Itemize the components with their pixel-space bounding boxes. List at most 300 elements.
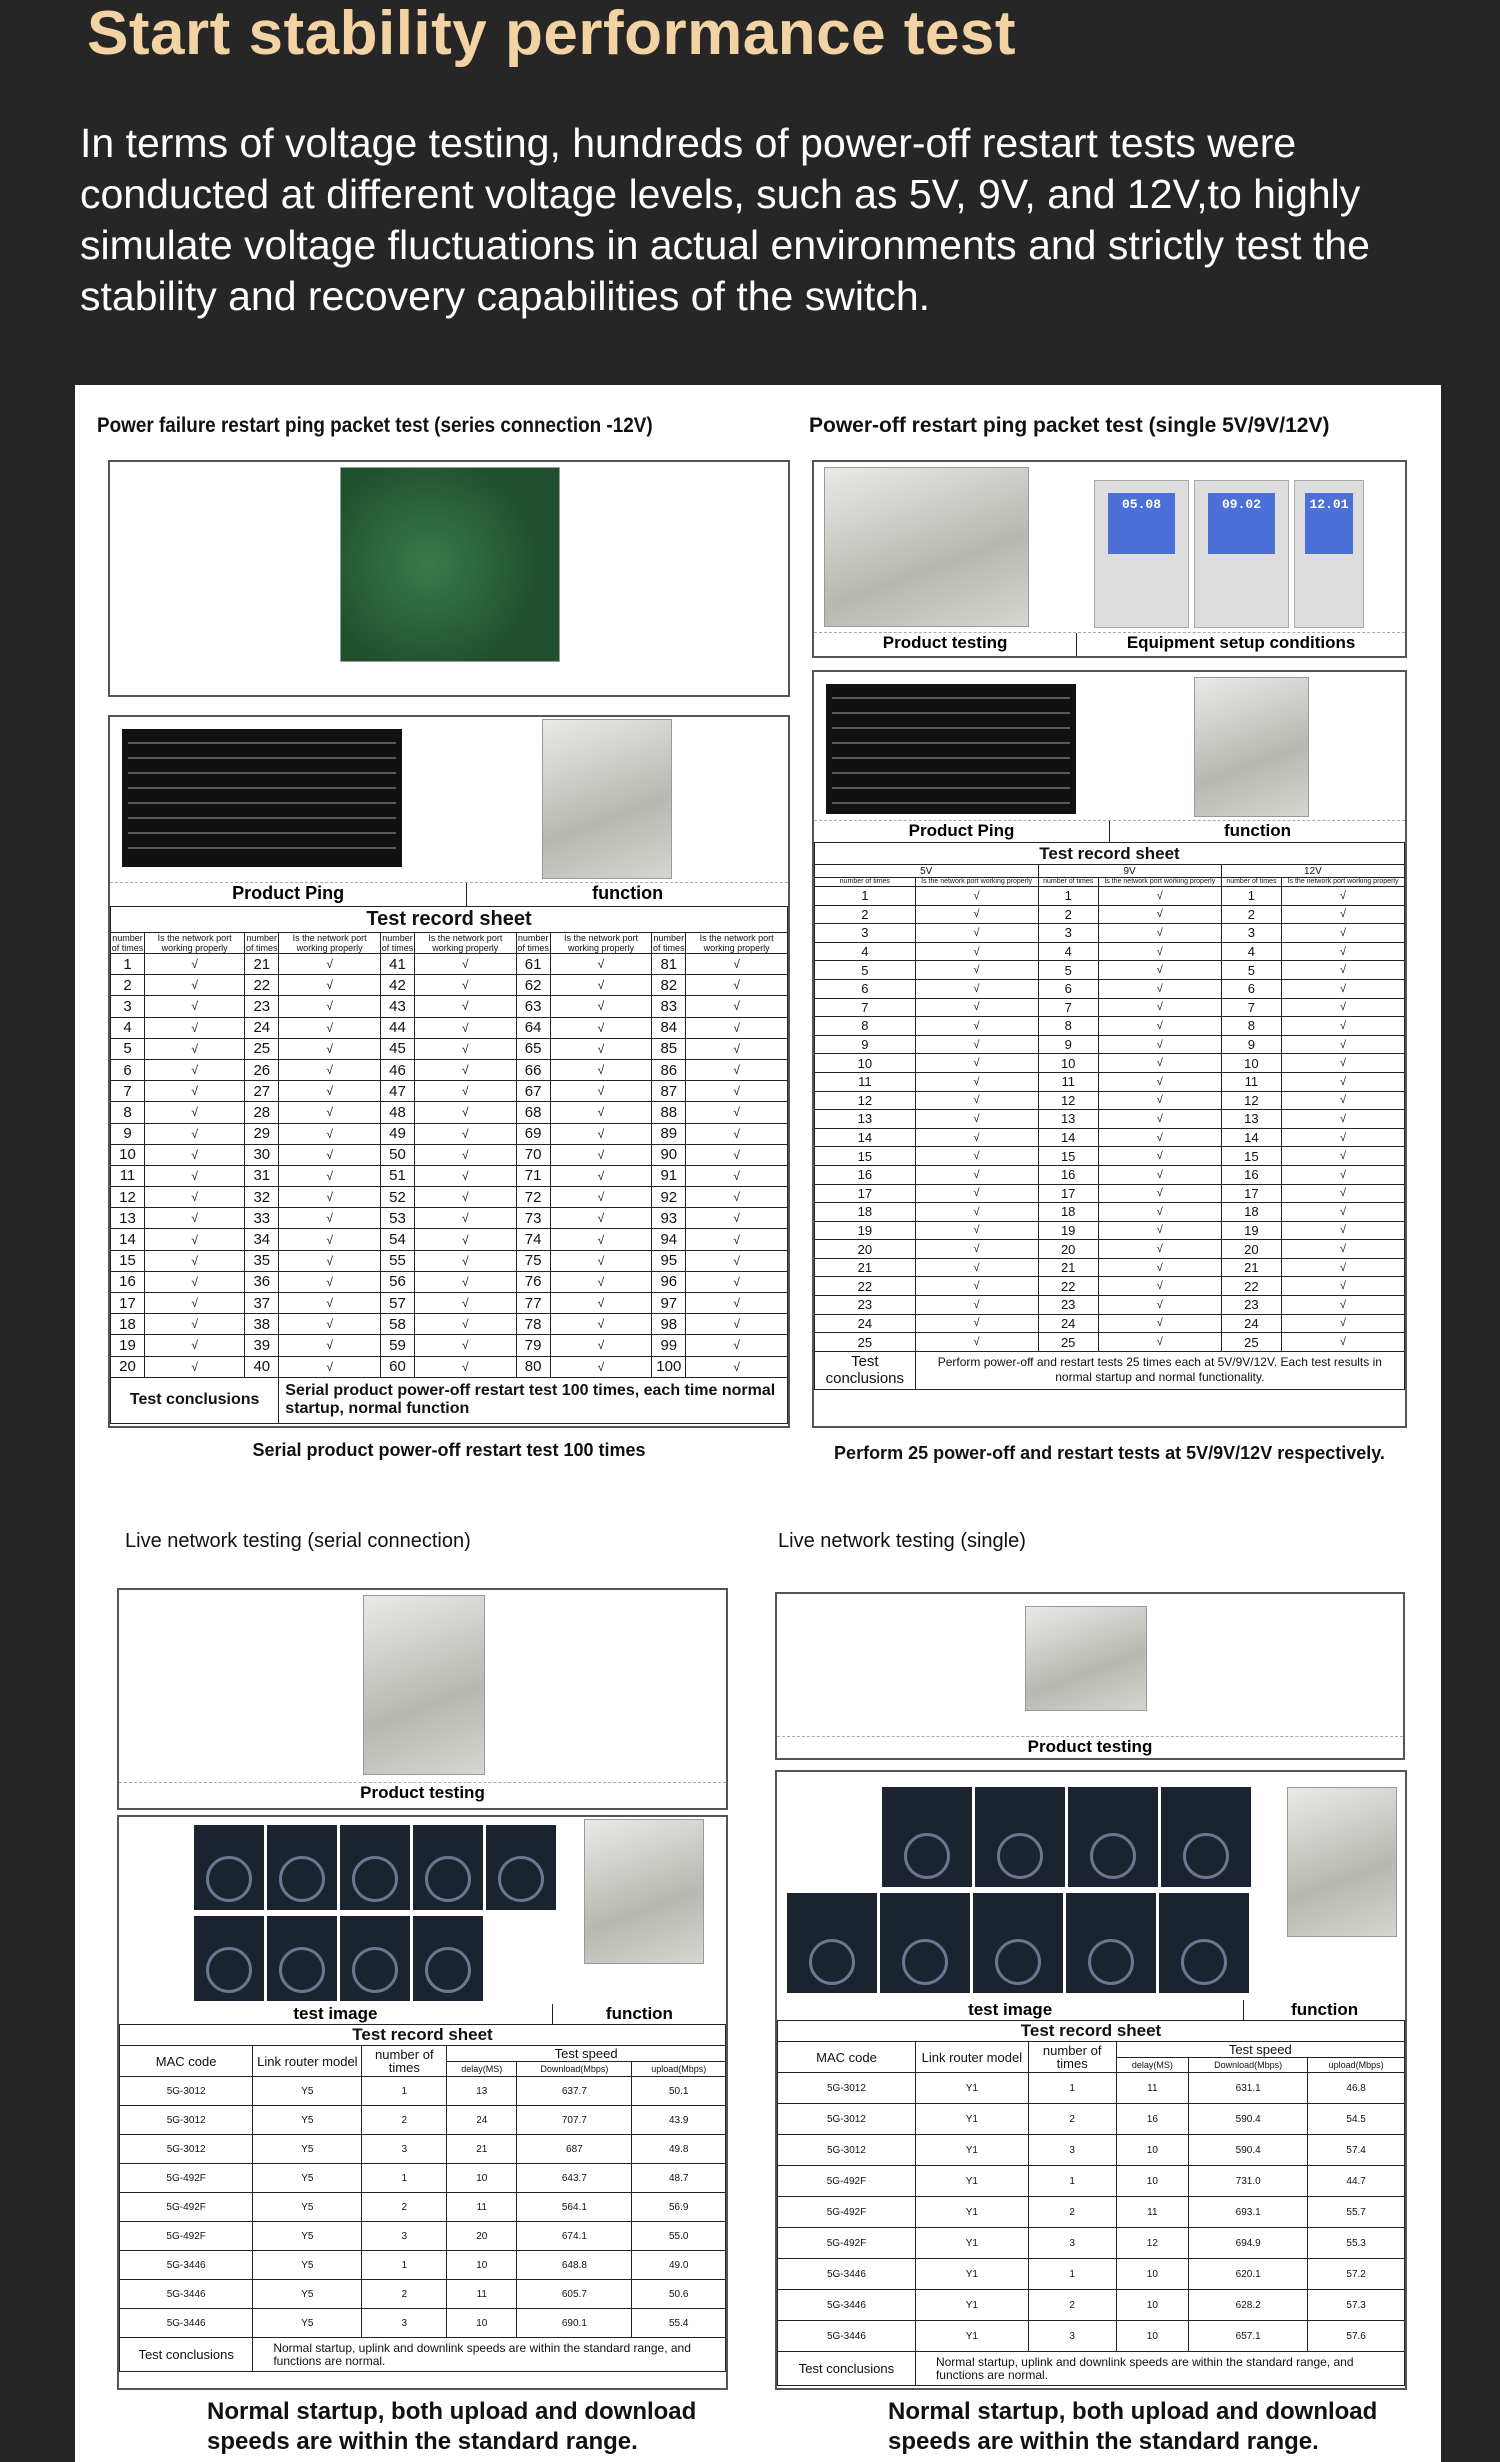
speed-test-screenshot	[194, 1916, 264, 2001]
check-mark: √	[279, 1059, 381, 1080]
check-mark: √	[279, 1271, 381, 1292]
count-cell: 72	[516, 1187, 550, 1208]
check-mark: √	[1282, 1147, 1405, 1166]
cell: 5G-3012	[120, 2135, 253, 2164]
count-cell: 4	[815, 942, 916, 961]
cell: 10	[1116, 2135, 1189, 2166]
check-mark: √	[414, 1059, 516, 1080]
count-cell: 21	[1221, 1258, 1281, 1277]
check-mark: √	[279, 1293, 381, 1314]
conclusion-label: Test conclusions	[111, 1377, 279, 1423]
check-mark: √	[686, 1165, 788, 1186]
speed-test-screenshot	[486, 1825, 556, 1910]
equipment-setup-label: Equipment setup conditions	[1126, 633, 1356, 652]
count-cell: 7	[1221, 998, 1281, 1017]
sheet-title: Test record sheet	[815, 843, 1405, 865]
check-mark: √	[550, 954, 652, 975]
table-row	[815, 1035, 1405, 1054]
count-cell: 5	[111, 1038, 145, 1059]
check-mark: √	[686, 1208, 788, 1229]
conclusion-text: Normal startup, uplink and downlink speeds are within the standard range, and functions are normal.	[253, 2338, 726, 2372]
check-mark: √	[550, 1144, 652, 1165]
count-cell: 12	[1038, 1091, 1098, 1110]
count-cell: 65	[516, 1038, 550, 1059]
count-cell: 16	[1221, 1165, 1281, 1184]
check-mark: √	[414, 1102, 516, 1123]
count-cell: 51	[380, 1165, 414, 1186]
table-row	[778, 2290, 1405, 2321]
cell: 2	[362, 2193, 447, 2222]
sheet-title: Test record sheet	[778, 2021, 1405, 2042]
table-row	[815, 1240, 1405, 1259]
col-header-count: number of times	[246, 933, 278, 953]
count-cell: 6	[111, 1059, 145, 1080]
count-cell: 36	[245, 1271, 279, 1292]
count-cell: 22	[1221, 1277, 1281, 1296]
single-test-sheet	[812, 670, 1407, 1428]
check-mark: √	[414, 996, 516, 1017]
conclusion-label: Test conclusions	[120, 2338, 253, 2372]
cell: 2	[362, 2280, 447, 2309]
table-row	[111, 996, 788, 1017]
cell: 628.2	[1189, 2290, 1308, 2321]
check-mark: √	[145, 1293, 245, 1314]
col-header-ok: Is the network port working properly	[915, 878, 1038, 887]
live-serial-photo-box	[117, 1588, 728, 1810]
count-cell: 3	[111, 996, 145, 1017]
cell: 11	[447, 2193, 517, 2222]
table-row	[778, 2166, 1405, 2197]
cell: 49.8	[632, 2135, 726, 2164]
count-cell: 37	[245, 1293, 279, 1314]
cell: 5G-3012	[778, 2104, 916, 2135]
cell: 57.2	[1308, 2259, 1405, 2290]
single-test-heading: Power-off restart ping packet test (single 5V/9V/12V)	[809, 414, 1330, 437]
cell: Y5	[253, 2193, 362, 2222]
count-cell: 5	[1221, 961, 1281, 980]
cell: Y5	[253, 2280, 362, 2309]
check-mark: √	[145, 954, 245, 975]
cell: 707.7	[517, 2106, 632, 2135]
live-serial-heading: Live network testing (serial connection)	[125, 1530, 471, 1552]
check-mark: √	[550, 1293, 652, 1314]
col-header-ok: Is the network port working properly	[145, 933, 245, 954]
col-header-ok: Is the network port working properly	[1282, 878, 1405, 887]
count-cell: 19	[1038, 1221, 1098, 1240]
count-cell: 17	[1038, 1184, 1098, 1203]
count-cell: 23	[815, 1296, 916, 1315]
cell: 693.1	[1189, 2197, 1308, 2228]
count-cell: 15	[111, 1250, 145, 1271]
count-cell: 14	[1221, 1128, 1281, 1147]
cell: 55.0	[632, 2222, 726, 2251]
count-cell: 60	[380, 1356, 414, 1377]
check-mark: √	[915, 1017, 1038, 1036]
cell: 731.0	[1189, 2166, 1308, 2197]
count-cell: 20	[815, 1240, 916, 1259]
cell: 57.6	[1308, 2321, 1405, 2352]
voltage-reading: 12.01	[1305, 493, 1354, 554]
cell: 16	[1116, 2104, 1189, 2135]
check-mark: √	[145, 1229, 245, 1250]
col-header-up: upload(Mbps)	[632, 2062, 726, 2077]
speed-test-screenshot	[975, 1787, 1065, 1887]
power-supply-display	[1094, 480, 1189, 628]
cell: 1	[362, 2077, 447, 2106]
table-row	[815, 1128, 1405, 1147]
check-mark: √	[915, 887, 1038, 906]
col-header-count: number of times	[1221, 878, 1281, 887]
check-mark: √	[550, 996, 652, 1017]
count-cell: 25	[245, 1038, 279, 1059]
count-cell: 2	[1221, 905, 1281, 924]
count-cell: 46	[380, 1059, 414, 1080]
count-cell: 34	[245, 1229, 279, 1250]
speed-test-screenshot	[340, 1825, 410, 1910]
count-cell: 12	[815, 1091, 916, 1110]
col-header-mac: MAC code	[778, 2042, 916, 2073]
check-mark: √	[414, 1271, 516, 1292]
cell: 57.4	[1308, 2135, 1405, 2166]
count-cell: 28	[245, 1102, 279, 1123]
table-row	[111, 1335, 788, 1356]
speed-gauge-icon	[279, 1947, 325, 1993]
count-cell: 48	[380, 1102, 414, 1123]
table-row	[815, 979, 1405, 998]
table-row	[778, 2228, 1405, 2259]
cell: 56.9	[632, 2193, 726, 2222]
table-row	[815, 1314, 1405, 1333]
serial-product-photo	[363, 1595, 485, 1775]
table-row	[815, 1091, 1405, 1110]
count-cell: 76	[516, 1271, 550, 1292]
count-cell: 74	[516, 1229, 550, 1250]
table-row	[111, 1144, 788, 1165]
cell: 50.1	[632, 2077, 726, 2106]
count-cell: 13	[111, 1208, 145, 1229]
check-mark: √	[414, 1081, 516, 1102]
cell: 49.0	[632, 2251, 726, 2280]
cell: 50.6	[632, 2280, 726, 2309]
cell: 1	[362, 2251, 447, 2280]
cell: 5G-3012	[778, 2135, 916, 2166]
speed-gauge-icon	[1183, 1833, 1229, 1879]
cell: 3	[362, 2135, 447, 2164]
check-mark: √	[686, 1059, 788, 1080]
cell: 13	[447, 2077, 517, 2106]
table-row	[120, 2106, 726, 2135]
cell: 11	[447, 2280, 517, 2309]
series-test-heading: Power failure restart ping packet test (series connection -12V)	[97, 414, 653, 437]
col-header-times: number of times	[1028, 2042, 1116, 2073]
check-mark: √	[145, 996, 245, 1017]
count-cell: 3	[1038, 924, 1098, 943]
speed-gauge-icon	[1181, 1939, 1227, 1985]
count-cell: 77	[516, 1293, 550, 1314]
series-connection-photo	[340, 467, 560, 662]
speed-gauge-icon	[995, 1939, 1041, 1985]
count-cell: 12	[111, 1187, 145, 1208]
count-cell: 18	[1038, 1203, 1098, 1222]
speed-test-screenshot	[413, 1916, 483, 2001]
count-cell: 11	[1221, 1072, 1281, 1091]
check-mark: √	[279, 996, 381, 1017]
table-row	[815, 1165, 1405, 1184]
cell: Y1	[915, 2166, 1028, 2197]
check-mark: √	[414, 1187, 516, 1208]
cell: 5G-3012	[120, 2106, 253, 2135]
table-row	[111, 1208, 788, 1229]
cell: 1	[362, 2164, 447, 2193]
cell: 605.7	[517, 2280, 632, 2309]
count-cell: 38	[245, 1314, 279, 1335]
count-cell: 84	[652, 1017, 686, 1038]
check-mark: √	[686, 1038, 788, 1059]
cell: 5G-3446	[120, 2280, 253, 2309]
table-row	[778, 2321, 1405, 2352]
series-test-sheet	[108, 715, 790, 1428]
count-cell: 39	[245, 1335, 279, 1356]
col-header-down: Download(Mbps)	[517, 2062, 632, 2077]
cell: 5G-3446	[778, 2259, 916, 2290]
count-cell: 23	[245, 996, 279, 1017]
check-mark: √	[145, 1038, 245, 1059]
count-cell: 9	[111, 1123, 145, 1144]
speed-gauge-icon	[1090, 1833, 1136, 1879]
cell: 3	[1028, 2135, 1116, 2166]
count-cell: 57	[380, 1293, 414, 1314]
count-cell: 99	[652, 1335, 686, 1356]
count-cell: 18	[1221, 1203, 1281, 1222]
count-cell: 1	[111, 954, 145, 975]
cell: Y5	[253, 2135, 362, 2164]
count-cell: 18	[815, 1203, 916, 1222]
check-mark: √	[279, 1017, 381, 1038]
check-mark: √	[550, 1123, 652, 1144]
power-supply-display	[1294, 480, 1364, 628]
check-mark: √	[279, 975, 381, 996]
single-record-table	[814, 842, 1405, 1390]
voltage-header: 5V	[815, 865, 1039, 878]
table-row	[120, 2222, 726, 2251]
col-header-ok: Is the network port working properly	[1098, 878, 1221, 887]
cell: Y1	[915, 2073, 1028, 2104]
page-title: Start stability performance test	[87, 0, 1017, 68]
check-mark: √	[915, 1314, 1038, 1333]
check-mark: √	[145, 1081, 245, 1102]
cell: 10	[1116, 2321, 1189, 2352]
check-mark: √	[1282, 1296, 1405, 1315]
count-cell: 70	[516, 1144, 550, 1165]
table-row	[111, 1356, 788, 1377]
check-mark: √	[145, 1250, 245, 1271]
series-caption: Serial product power-off restart test 100 times	[252, 1440, 646, 1460]
cell: 43.9	[632, 2106, 726, 2135]
count-cell: 17	[111, 1293, 145, 1314]
cell: 637.7	[517, 2077, 632, 2106]
check-mark: √	[145, 1123, 245, 1144]
check-mark: √	[279, 1208, 381, 1229]
check-mark: √	[550, 1165, 652, 1186]
check-mark: √	[915, 998, 1038, 1017]
cell: 5G-3446	[778, 2290, 916, 2321]
col-header-ok: Is the network port working properly	[279, 933, 381, 954]
col-header-ok: Is the network port working properly	[686, 933, 788, 954]
voltage-reading: 09.02	[1208, 493, 1275, 554]
count-cell: 10	[111, 1144, 145, 1165]
function-label: function	[605, 2004, 673, 2023]
count-cell: 1	[815, 887, 916, 906]
count-cell: 7	[815, 998, 916, 1017]
count-cell: 64	[516, 1017, 550, 1038]
count-cell: 4	[111, 1017, 145, 1038]
count-cell: 20	[1221, 1240, 1281, 1259]
check-mark: √	[1098, 1184, 1221, 1203]
count-cell: 15	[1221, 1147, 1281, 1166]
check-mark: √	[915, 1165, 1038, 1184]
check-mark: √	[1282, 1091, 1405, 1110]
table-row	[815, 1221, 1405, 1240]
cell: 2	[1028, 2290, 1116, 2321]
check-mark: √	[145, 1335, 245, 1356]
count-cell: 81	[652, 954, 686, 975]
count-cell: 26	[245, 1059, 279, 1080]
cell: Y5	[253, 2251, 362, 2280]
cell: Y1	[915, 2197, 1028, 2228]
product-testing-label: Product testing	[119, 1782, 726, 1803]
col-header-down: Download(Mbps)	[1189, 2058, 1308, 2073]
table-row	[778, 2197, 1405, 2228]
check-mark: √	[1098, 1091, 1221, 1110]
check-mark: √	[1282, 1017, 1405, 1036]
count-cell: 91	[652, 1165, 686, 1186]
check-mark: √	[1282, 1240, 1405, 1259]
check-mark: √	[1098, 1221, 1221, 1240]
cell: Y5	[253, 2077, 362, 2106]
cell: 55.7	[1308, 2197, 1405, 2228]
function-label: function	[1223, 821, 1292, 840]
table-row	[120, 2193, 726, 2222]
count-cell: 2	[1038, 905, 1098, 924]
table-row	[815, 961, 1405, 980]
table-row	[815, 1333, 1405, 1352]
count-cell: 17	[1221, 1184, 1281, 1203]
check-mark: √	[414, 1229, 516, 1250]
check-mark: √	[145, 1144, 245, 1165]
intro-paragraph: In terms of voltage testing, hundreds of power-off restart tests were conducted at different voltage levels, such as 5V, 9V, and 12V,to highly simulate voltage fluctuations in actual environments and strictly test the stability and recovery capabilities of the switch.	[80, 120, 1370, 319]
count-cell: 4	[1221, 942, 1281, 961]
voltage-reading: 05.08	[1108, 493, 1175, 554]
live-single-heading: Live network testing (single)	[778, 1530, 1026, 1552]
single-caption: Perform 25 power-off and restart tests at 5V/9V/12V respectively.	[834, 1443, 1385, 1463]
check-mark: √	[1282, 905, 1405, 924]
check-mark: √	[1098, 1017, 1221, 1036]
cell: 5G-492F	[778, 2228, 916, 2259]
table-row	[111, 954, 788, 975]
cell: 55.4	[632, 2309, 726, 2338]
table-row	[111, 1102, 788, 1123]
table-row	[120, 2164, 726, 2193]
count-cell: 86	[652, 1059, 686, 1080]
count-cell: 93	[652, 1208, 686, 1229]
count-cell: 50	[380, 1144, 414, 1165]
cell: 5G-492F	[778, 2197, 916, 2228]
check-mark: √	[550, 1017, 652, 1038]
count-cell: 29	[245, 1123, 279, 1144]
live-serial-caption: Normal startup, both upload and download speeds are within the standard range.	[207, 2398, 697, 2455]
check-mark: √	[915, 1203, 1038, 1222]
check-mark: √	[915, 961, 1038, 980]
count-cell: 94	[652, 1229, 686, 1250]
count-cell: 25	[1221, 1333, 1281, 1352]
cell: 657.1	[1189, 2321, 1308, 2352]
check-mark: √	[1282, 979, 1405, 998]
count-cell: 5	[815, 961, 916, 980]
col-header-times: number of times	[362, 2046, 447, 2077]
check-mark: √	[414, 1314, 516, 1335]
check-mark: √	[279, 1081, 381, 1102]
power-supply-display	[1194, 480, 1289, 628]
product-testing-label: Product testing	[814, 633, 1077, 656]
check-mark: √	[686, 954, 788, 975]
live-single-sheet	[775, 1770, 1407, 2390]
count-cell: 69	[516, 1123, 550, 1144]
check-mark: √	[1098, 979, 1221, 998]
speed-gauge-icon	[425, 1947, 471, 1993]
count-cell: 6	[1221, 979, 1281, 998]
table-row	[815, 1258, 1405, 1277]
check-mark: √	[1282, 1221, 1405, 1240]
count-cell: 89	[652, 1123, 686, 1144]
cell: Y1	[915, 2228, 1028, 2259]
table-row	[120, 2251, 726, 2280]
check-mark: √	[686, 1187, 788, 1208]
count-cell: 78	[516, 1314, 550, 1335]
count-cell: 27	[245, 1081, 279, 1102]
cell: Y1	[915, 2259, 1028, 2290]
table-row	[815, 942, 1405, 961]
function-photo	[542, 719, 672, 879]
speed-test-screenshots	[787, 1787, 1257, 2002]
count-cell: 88	[652, 1102, 686, 1123]
check-mark: √	[145, 1356, 245, 1377]
live-serial-sheet	[117, 1815, 728, 2390]
voltage-header: 9V	[1038, 865, 1221, 878]
check-mark: √	[414, 1144, 516, 1165]
cell: 3	[362, 2309, 447, 2338]
table-row	[111, 1314, 788, 1335]
series-record-table	[110, 906, 788, 1424]
count-cell: 55	[380, 1250, 414, 1271]
col-header-delay: delay(MS)	[1116, 2058, 1189, 2073]
col-header-count: number of times	[381, 933, 414, 953]
check-mark: √	[550, 1059, 652, 1080]
check-mark: √	[686, 1356, 788, 1377]
count-cell: 90	[652, 1144, 686, 1165]
check-mark: √	[145, 1165, 245, 1186]
count-cell: 11	[815, 1072, 916, 1091]
cell: Y1	[915, 2290, 1028, 2321]
count-cell: 13	[1221, 1110, 1281, 1129]
check-mark: √	[145, 1314, 245, 1335]
table-row	[111, 1123, 788, 1144]
check-mark: √	[145, 1208, 245, 1229]
count-cell: 83	[652, 996, 686, 1017]
cell: 2	[1028, 2104, 1116, 2135]
table-row	[815, 1072, 1405, 1091]
cell: 3	[362, 2222, 447, 2251]
check-mark: √	[279, 1165, 381, 1186]
